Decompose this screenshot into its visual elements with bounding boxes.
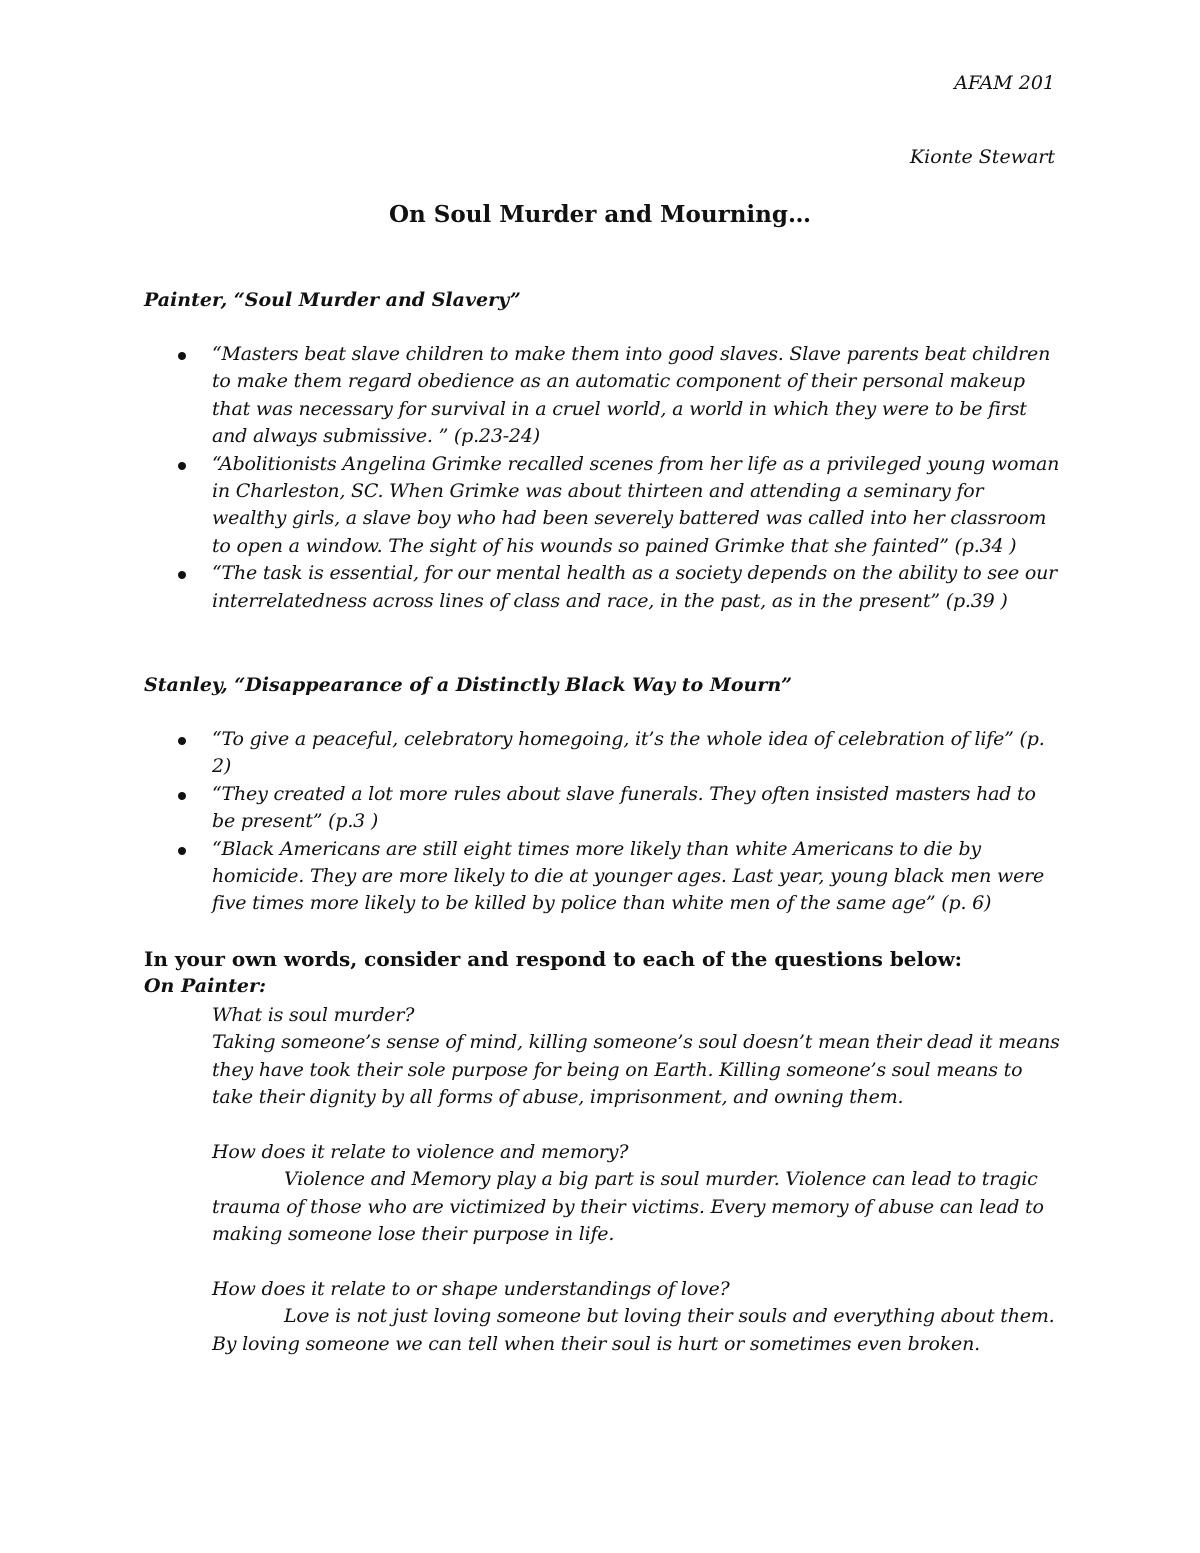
quote-text: “They created a lot more rules about slave funerals. They often insisted masters had to be present” (p.3 ) [212,782,1036,833]
question-text: What is soul murder? [212,1004,415,1026]
questions-heading: In your own words, consider and respond to each of the questions below: [144,947,963,971]
page-title: On Soul Murder and Mourning… [389,201,811,228]
list-item [178,726,1063,781]
bullet-icon [178,792,186,800]
bullet-icon [178,737,186,745]
list-item [178,451,1063,561]
answer-text: Taking someone’s sense of mind, killing someone’s soul doesn’t mean their dead it means they have took their sole purpose for being on Earth. Killing someone’s soul means to take their dignity by all forms of abuse, imprisonment, and owning them. [212,1031,1060,1109]
quote-text: “Black Americans are still eight times more likely than white Americans to die by homicide. They are more likely to die at younger ages. Last year, young black men were five times more likely to be killed by police than white men of the same age” (p. 6) [212,837,1045,915]
bullet-icon [178,847,186,855]
question-text: How does it relate to or shape understandings of love? [212,1278,730,1300]
qa-item-soul-murder [212,1002,1067,1112]
section-heading-stanley: Stanley, “Disappearance of a Distinctly Black Way to Mourn” [144,674,793,696]
quote-text: “Masters beat slave children to make them into good slaves. Slave parents beat children to make them regard obedience as an automatic component of their personal makeup that was necessary for survival in a cruel world, a world in which they were to be first and always submissive. ” (p.23-24) [212,343,1051,448]
list-item [178,341,1063,451]
list-item [178,836,1063,918]
author-name: Kionte Stewart [909,146,1055,168]
on-painter-heading: On Painter: [144,975,266,997]
list-item [178,781,1063,836]
bullet-icon [178,462,186,470]
quote-text: “To give a peaceful, celebratory homegoing, it’s the whole idea of celebration of life” (p. 2) [212,728,1045,778]
bullet-icon [178,571,186,579]
section-heading-painter: Painter, “Soul Murder and Slavery” [144,289,521,311]
bullet-icon [178,352,186,360]
qa-item-violence-memory [212,1139,1067,1249]
list-item [178,560,1063,615]
quote-text: “Abolitionists Angelina Grimke recalled scenes from her life as a privileged young woman in Charleston, SC. When Grimke was about thirteen and attending a seminary for wealthy girls, a slave boy who had been severely battered was called into her classroom to open a window. The sight of his wounds so pained Grimke that she fainted” (p.34 ) [212,452,1060,557]
stanley-quote-list [178,726,1063,918]
answer-text: Love is not just loving someone but loving their souls and everything about them. By loving someone we can tell when their soul is hurt or sometimes even broken. [212,1305,1055,1355]
qa-item-love [212,1276,1067,1358]
course-label: AFAM 201 [954,72,1055,94]
quote-text: “The task is essential, for our mental health as a society depends on the ability to see our interrelatedness across lines of class and race, in the past, as in the present” (p.39 ) [212,562,1058,612]
answer-text: Violence and Memory play a big part is soul murder. Violence can lead to tragic trauma of those who are victimized by their victims. Every memory of abuse can lead to making someone lose their purpose in life. [212,1168,1044,1246]
question-text: How does it relate to violence and memory? [212,1141,629,1163]
painter-quote-list [178,341,1063,615]
